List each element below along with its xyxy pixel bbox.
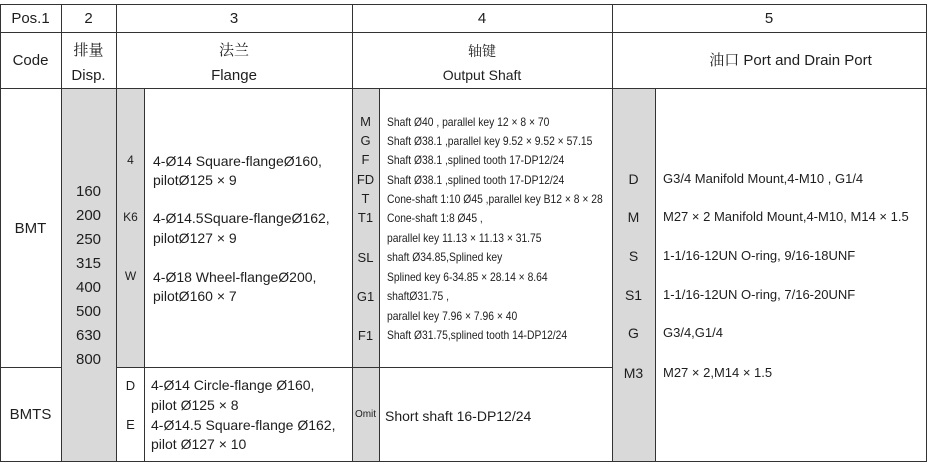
shaft-line: Cone-shaft 1:10 Ø45 ,parallel key B12 × 8 × 28 xyxy=(387,192,603,206)
flange-code: E xyxy=(126,417,135,432)
shaft-line: Shaft Ø40 , parallel key 12 × 8 × 70 xyxy=(387,115,550,129)
shaft-line: parallel key 7.96 × 7.96 × 40 xyxy=(387,309,518,323)
port-text: 1-1/16-12UN O-ring, 9/16-18UNF xyxy=(663,248,856,263)
shaft-line: parallel key 11.13 × 11.13 × 31.75 xyxy=(387,231,542,245)
flange-line: pilot Ø125 × 8 xyxy=(151,397,239,413)
shaft-line: shaftØ31.75 , xyxy=(387,289,449,303)
rule-flange-inner xyxy=(144,88,145,368)
port-code: D xyxy=(628,171,639,187)
rule-bmt-bmts xyxy=(0,367,61,368)
code-bmt: BMT xyxy=(14,220,47,237)
shaft-code: FD xyxy=(356,172,375,187)
port-code-column-shade xyxy=(612,89,655,461)
rule-bottom xyxy=(0,461,927,462)
header-disp-en: Disp. xyxy=(71,67,106,84)
rule-header2 xyxy=(0,88,927,89)
header-flange-en: Flange xyxy=(211,67,257,84)
port-text: 1-1/16-12UN O-ring, 7/16-20UNF xyxy=(663,287,856,302)
rule-header1 xyxy=(0,32,927,33)
shaft-line: Shaft Ø38.1 ,splined tooth 17-DP12/24 xyxy=(387,173,565,187)
disp-column-shade xyxy=(61,89,116,461)
port-code: G xyxy=(628,325,639,341)
flange-line: pilotØ160 × 7 xyxy=(153,288,237,304)
shaft-code: M xyxy=(360,114,371,129)
header-col5: 5 xyxy=(764,10,774,27)
code-bmts: BMTS xyxy=(9,406,52,423)
shaft-line: Shaft Ø31.75,splined tooth 14-DP12/24 xyxy=(387,328,568,342)
port-text: G3/4 Manifold Mount,4-M10 , G1/4 xyxy=(663,171,864,186)
rule-top xyxy=(0,4,927,5)
disp-value: 400 xyxy=(75,279,102,296)
flange-code: W xyxy=(124,269,137,283)
disp-value: 500 xyxy=(75,303,102,320)
shaft-code: T xyxy=(361,191,370,206)
rule-flange-inner-bmts xyxy=(144,367,145,462)
shaft-code: F1 xyxy=(357,328,374,343)
port-text: M27 × 2,M14 × 1.5 xyxy=(663,365,773,380)
flange-line: 4-Ø14 Square-flangeØ160, xyxy=(153,153,322,169)
header-pos: Pos.1 xyxy=(11,10,50,27)
shaft-code: G1 xyxy=(356,289,375,304)
shaft-line: shaft Ø34.85,Splined key xyxy=(387,250,503,264)
flange-line: pilotØ127 × 9 xyxy=(153,230,237,246)
rule-shaft-inner xyxy=(379,88,380,462)
rule-shaft-port xyxy=(612,4,613,462)
disp-value: 630 xyxy=(75,327,102,344)
flange-line: pilotØ125 × 9 xyxy=(153,172,237,188)
shaft-line: Shaft Ø38.1 ,splined tooth 17-DP12/24 xyxy=(387,153,565,167)
shaft-line-bmts: Short shaft 16-DP12/24 xyxy=(385,408,532,424)
flange-code: K6 xyxy=(123,210,138,224)
disp-value: 315 xyxy=(75,255,102,272)
header-shaft-en: Output Shaft xyxy=(442,67,522,83)
port-text: M27 × 2 Manifold Mount,4-M10, M14 × 1.5 xyxy=(663,209,909,224)
header-flange-cn: 法兰 xyxy=(218,42,249,59)
flange-line: 4-Ø14 Circle-flange Ø160, xyxy=(151,377,315,393)
header-port: 油口 Port and Drain Port xyxy=(709,52,872,69)
flange-line: 4-Ø18 Wheel-flangeØ200, xyxy=(153,269,317,285)
flange-code: 4 xyxy=(127,153,134,167)
disp-value: 160 xyxy=(75,183,102,200)
disp-value: 200 xyxy=(75,207,102,224)
shaft-line: Shaft Ø38.1 ,parallel key 9.52 × 9.52 × 57.15 xyxy=(387,134,593,148)
disp-value: 800 xyxy=(75,351,102,368)
shaft-code: T1 xyxy=(357,210,374,225)
disp-value: 250 xyxy=(75,231,102,248)
flange-code-column-shade xyxy=(117,89,144,367)
header-col3: 3 xyxy=(229,10,239,27)
shaft-line: Cone-shaft 1:8 Ø45 , xyxy=(387,211,483,225)
rule-bmt-bmts-mid xyxy=(116,367,612,368)
header-col2: 2 xyxy=(84,10,93,27)
shaft-line: Splined key 6-34.85 × 28.14 × 8.64 xyxy=(387,270,548,284)
port-text: G3/4,G1/4 xyxy=(663,325,723,340)
port-code: M3 xyxy=(623,365,644,381)
shaft-code: G xyxy=(360,133,371,148)
shaft-code: F xyxy=(361,152,370,167)
port-code: S xyxy=(628,248,639,264)
shaft-code-omit: Omit xyxy=(354,409,377,420)
header-code: Code xyxy=(12,52,49,69)
port-code: M xyxy=(627,209,640,225)
shaft-code: SL xyxy=(357,250,374,265)
header-shaft-cn: 轴键 xyxy=(468,43,496,59)
rule-port-inner xyxy=(655,88,656,462)
flange-line: 4-Ø14.5Square-flangeØ162, xyxy=(153,210,330,226)
flange-line: pilot Ø127 × 10 xyxy=(151,436,247,452)
port-code: S1 xyxy=(624,287,643,303)
header-col4: 4 xyxy=(477,10,487,27)
flange-code: D xyxy=(125,378,136,393)
header-disp-cn: 排量 xyxy=(73,42,104,59)
flange-line: 4-Ø14.5 Square-flange Ø162, xyxy=(151,417,336,433)
